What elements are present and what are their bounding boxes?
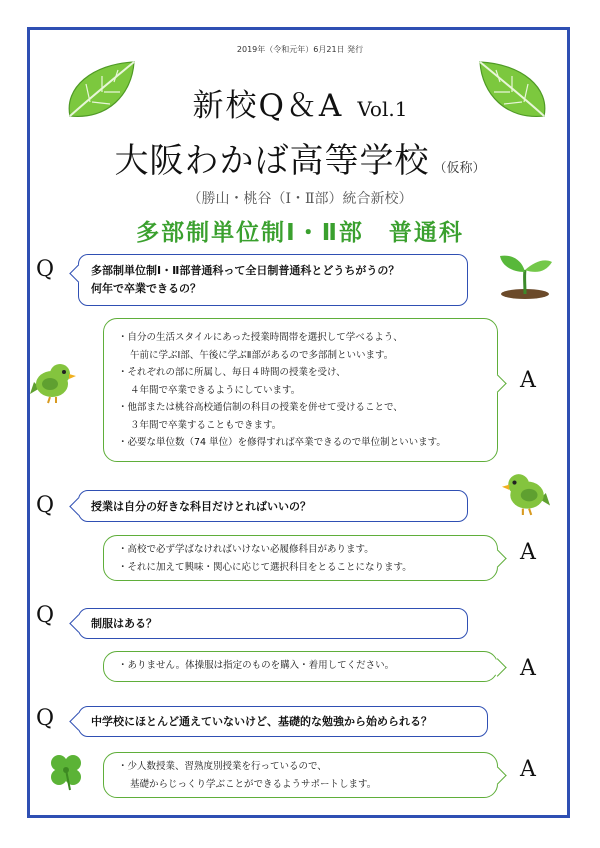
title-text: 新校Q＆A [192,88,344,124]
q-label: Q [36,603,55,628]
school-name [0,133,600,182]
q-label: Q [36,493,55,518]
green-bird-icon [30,360,76,404]
issue-date: 2019年（令和元年）6月21日 発行 [236,45,364,54]
q-label: Q [36,257,55,282]
volume-number: Vol.1 [357,97,408,121]
question-box [78,706,488,737]
school-name-text: 大阪わかば高等学校 [114,141,430,181]
question-box [78,490,468,522]
answer-box [103,318,498,462]
answer-text: ・自分の生活スタイルにあった授業時間帯を選択して学べるよう、 午前に学ぶⅠ部、午後に学ぶⅡ部があるので多部制といいます。 ・それぞれの部に所属し、毎日４時間の授業を受け、 ４年間で卒業できるようにしています。 ・他部または桃谷高校通信制の科目の授業を併せて受けることで、 ３年間で卒業することもできます。 ・必要な単位数（74 単位）を修得すれば卒業できるので単位制といいます。 [118,332,446,448]
answer-text: ・少人数授業、習熟度別授業を行っているので、 基礎からじっくり学ぶことができるようサポートします。 [118,761,377,790]
answer-text: ・高校で必ず学ばなければいけない必履修科目があります。 ・それに加えて興味・関心に応じて選択科目をとることになります。 [118,544,412,573]
answer-box [103,752,498,798]
a-label: A [520,656,536,681]
question-text: 制服はある？ [91,617,157,630]
tentative-note: （仮称） [433,161,486,176]
question-text: 多部制単位制Ⅰ・Ⅱ部普通科って全日制普通科とどうちがうの？ 何年で卒業できるの？ [91,264,400,295]
answer-text: ・ありません。体操服は指定のものを購入・着用してください。 [118,660,395,671]
a-label: A [520,368,536,393]
answer-box [103,535,498,581]
a-label: A [520,757,536,782]
newsletter-title [0,80,600,125]
clover-icon [46,750,86,792]
green-bird-icon [500,470,552,516]
course-name: 多部制単位制Ⅰ・Ⅱ部 普通科 [136,220,464,246]
question-box [78,608,468,639]
a-label: A [520,540,536,565]
q-label: Q [36,706,55,731]
answer-box [103,651,498,682]
question-text: 中学校にほとんど通えていないけど、基礎的な勉強から始められる？ [91,715,432,728]
merger-note: （勝山・桃谷（Ⅰ・Ⅱ部）統合新校） [187,191,413,207]
question-box [78,254,468,306]
sprout-icon [494,250,556,302]
question-text: 授業は自分の好きな科目だけとればいいの？ [91,500,311,513]
